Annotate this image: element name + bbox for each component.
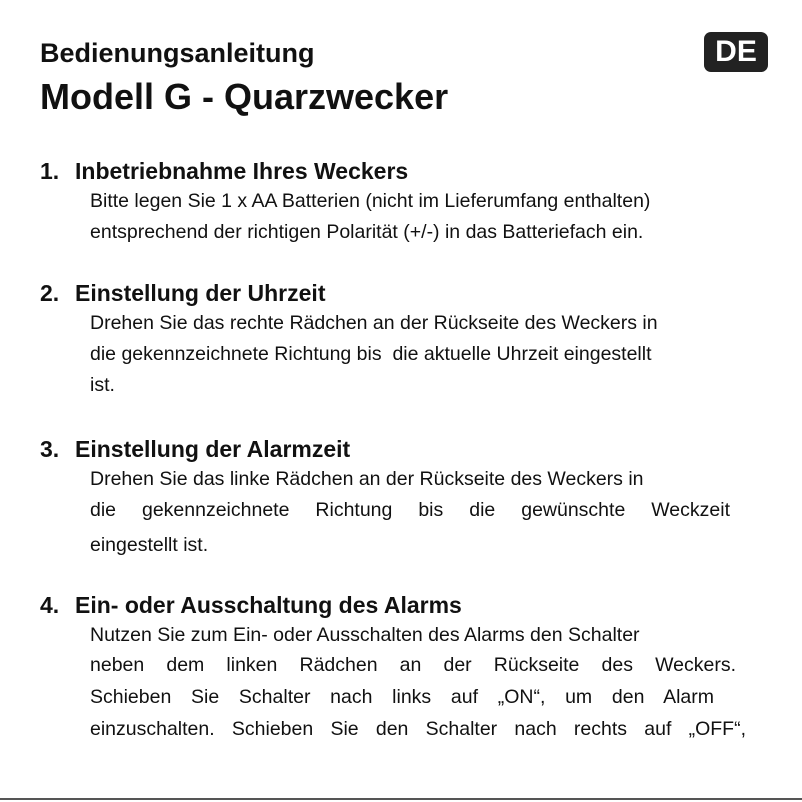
section-body [90, 186, 760, 248]
section-number: 2. [40, 280, 60, 306]
section-heading [40, 590, 760, 620]
body-line: ist. [90, 374, 115, 396]
section-heading [40, 156, 760, 186]
body-line: entsprechend der richtigen Polarität (+/-) in das Batteriefach ein. [90, 221, 644, 243]
body-line: einzuschalten. Schieben Sie den Schalter nach rechts auf „OFF“, [90, 718, 746, 740]
bottom-divider [0, 798, 802, 800]
body-line: die gekennzeichnete Richtung bis die aktuelle Uhrzeit eingestellt [90, 343, 652, 365]
body-line: Bitte legen Sie 1 x AA Batterien (nicht im Lieferumfang enthalten) [90, 190, 651, 212]
section-4 [40, 590, 760, 744]
section-body [90, 308, 760, 401]
section-title: Einstellung der Alarmzeit [75, 436, 351, 462]
section-number: 3. [40, 436, 60, 462]
section-number: 4. [40, 592, 60, 618]
body-line: Drehen Sie das linke Rädchen an der Rückseite des Weckers in [90, 468, 644, 490]
body-line: Nutzen Sie zum Ein- oder Ausschalten des Alarms den Schalter [90, 624, 640, 646]
body-line: neben dem linken Rädchen an der Rückseite des Weckers. [90, 654, 736, 676]
manual-subtitle: Bedienungsanleitung [40, 38, 315, 68]
body-line: Drehen Sie das rechte Rädchen an der Rückseite des Weckers in [90, 312, 658, 334]
section-3 [40, 434, 760, 561]
section-title: Inbetriebnahme Ihres Weckers [75, 158, 409, 184]
section-heading [40, 278, 760, 308]
body-line: eingestellt ist. [90, 534, 209, 556]
section-title: Ein- oder Ausschaltung des Alarms [75, 592, 462, 618]
section-title: Einstellung der Uhrzeit [75, 280, 326, 306]
body-line: die gekennzeichnete Richtung bis die gewünschte Weckzeit [90, 499, 730, 521]
body-line: Schieben Sie Schalter nach links auf „ON“, um den Alarm [90, 686, 714, 708]
section-number: 1. [40, 158, 60, 184]
page-title: Modell G - Quarzwecker [40, 76, 449, 117]
section-heading [40, 434, 760, 464]
section-body [90, 464, 760, 561]
section-body [90, 620, 760, 744]
language-badge: DE [704, 32, 768, 72]
section-2 [40, 278, 760, 401]
section-1 [40, 156, 760, 248]
